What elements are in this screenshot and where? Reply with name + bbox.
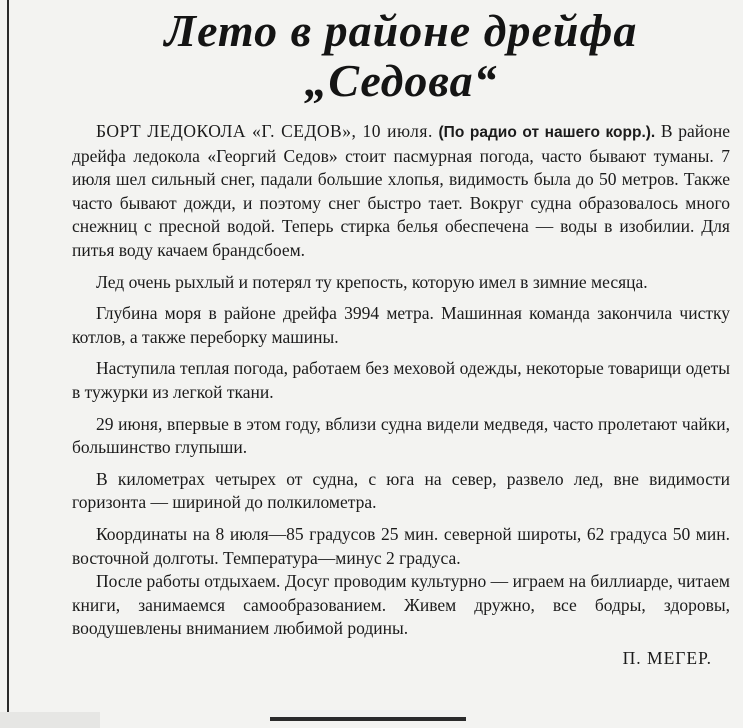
article-headline — [72, 6, 730, 106]
paragraph-7: Координаты на 8 июля—85 градусов 25 мин. северной широты, 62 градуса 50 мин. восточной долготы. Температура—минус 2 градуса. — [72, 523, 730, 568]
paragraph-4: Наступила теплая погода, работаем без меховой одежды, некоторые товарищи одеты в тужурки из легкой ткани. — [72, 358, 730, 402]
headline-line-1: Лето в районе дрейфа — [164, 5, 638, 56]
paragraph-3: Глубина моря в районе дрейфа 3994 метра. Машинная команда закончила чистку котлов, а также переборку машины. — [72, 303, 730, 347]
news-article — [72, 6, 730, 670]
paragraph-2: Лед очень рыхлый и потерял ту крепость, которую имел в зимние месяца. — [96, 271, 648, 292]
column-divider-rule — [7, 0, 9, 728]
article-end-rule — [270, 717, 466, 721]
author-signature: П. МЕГЕР. — [622, 647, 712, 668]
article-body — [72, 120, 730, 670]
paragraph-1: В районе дрейфа ледокола «Георгий Седов» стоит пасмурная погода, часто бывают туманы. 7 июля шел сильный снег, падали большие хлопья, видимость была до 50 метров. Также часто бывают дожди, и поэтому снег быстро тает. Вокруг судна образовалось много снежниц с пресной водой. Теперь стирка белья обеспечена — воды в изобилии. Для питья воду качаем брандсбоем. — [72, 121, 731, 260]
corner-strip — [0, 712, 100, 728]
paragraph-5: 29 июня, впервые в этом году, вблизи судна видели медведя, часто пролетают чайки, большинство глупыши. — [72, 413, 730, 458]
lead-paragraph — [72, 120, 730, 263]
source-note: (По радио от нашего корр.). — [438, 124, 656, 141]
paragraph-6: В километрах четырех от судна, с юга на север, развело лед, вне видимости горизонта — шириной до полкилометра. — [72, 468, 730, 513]
dateline: БОРТ ЛЕДОКОЛА «Г. СЕДОВ», 10 июля. — [96, 121, 433, 141]
paragraph-8: После работы отдыхаем. Досуг проводим культурно — играем на биллиарде, читаем книги, занимаемся самообразованием. Живем дружно, все бодры, здоровы, воодушевлены вниманием любимой родины. — [72, 571, 730, 639]
headline-line-2: „Седова“ — [304, 55, 498, 106]
